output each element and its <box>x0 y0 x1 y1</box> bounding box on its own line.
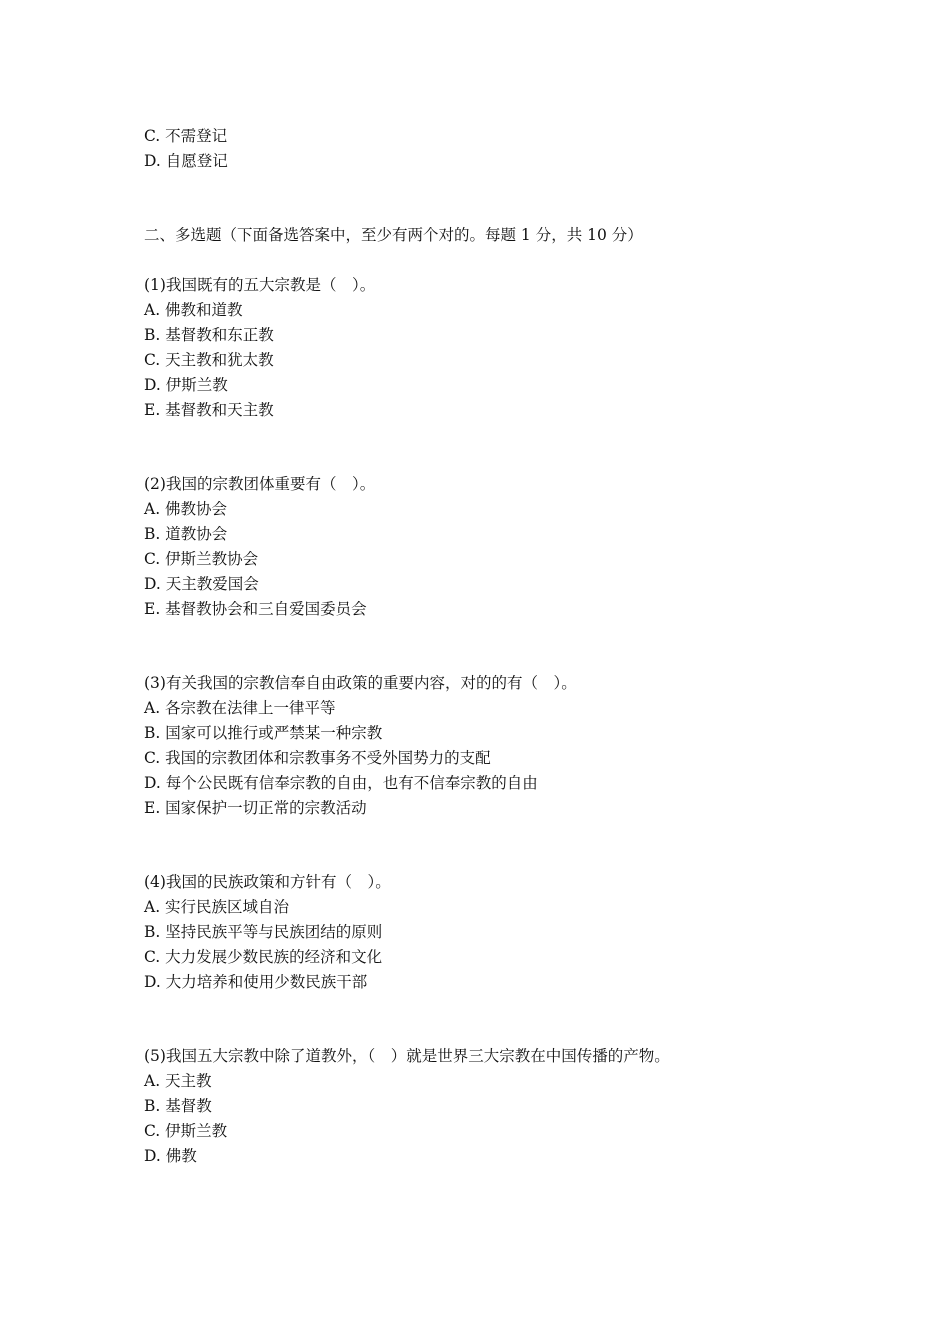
option-line: D. 每个公民既有信奉宗教的自由，也有不信奉宗教的自由 <box>144 774 538 792</box>
question-5 <box>144 1044 844 1169</box>
option-line: D. 自愿登记 <box>144 152 228 170</box>
option-line: A. 天主教 <box>144 1072 212 1090</box>
question-3 <box>144 671 844 821</box>
option-line: D. 天主教爱国会 <box>144 575 259 593</box>
option-line: E. 基督教协会和三自爱国委员会 <box>144 600 367 618</box>
option-line: B. 基督教和东正教 <box>144 326 274 344</box>
question-2 <box>144 472 844 622</box>
option-line: B. 国家可以推行或严禁某一种宗教 <box>144 724 383 742</box>
option-line: D. 伊斯兰教 <box>144 376 228 394</box>
question-stem: (3)有关我国的宗教信奉自由政策的重要内容，对的的有（ ）。 <box>144 674 577 692</box>
previous-question-options <box>144 124 844 174</box>
option-line: B. 道教协会 <box>144 525 228 543</box>
option-line: D. 大力培养和使用少数民族干部 <box>144 973 368 991</box>
question-stem: (2)我国的宗教团体重要有（ ）。 <box>144 475 376 493</box>
question-stem: (4)我国的民族政策和方针有（ ）。 <box>144 873 391 891</box>
option-line: E. 国家保护一切正常的宗教活动 <box>144 799 367 817</box>
option-line: D. 佛教 <box>144 1147 197 1165</box>
option-line: C. 大力发展少数民族的经济和文化 <box>144 948 383 966</box>
option-line: E. 基督教和天主教 <box>144 401 274 419</box>
option-line: C. 天主教和犹太教 <box>144 351 274 369</box>
question-1 <box>144 273 844 423</box>
option-line: A. 各宗教在法律上一律平等 <box>144 699 336 717</box>
option-line: C. 伊斯兰教协会 <box>144 550 259 568</box>
option-line: C. 伊斯兰教 <box>144 1122 228 1140</box>
option-line: A. 佛教和道教 <box>144 301 243 319</box>
question-stem: (1)我国既有的五大宗教是（ ）。 <box>144 276 376 294</box>
option-line: A. 佛教协会 <box>144 500 228 518</box>
option-line: B. 坚持民族平等与民族团结的原则 <box>144 923 383 941</box>
option-line: A. 实行民族区域自治 <box>144 898 290 916</box>
question-4 <box>144 870 844 995</box>
page-content <box>144 124 844 1218</box>
option-line: C. 不需登记 <box>144 127 228 145</box>
option-line: B. 基督教 <box>144 1097 212 1115</box>
question-stem: (5)我国五大宗教中除了道教外，（ ）就是世界三大宗教在中国传播的产物。 <box>144 1047 670 1065</box>
option-line: C. 我国的宗教团体和宗教事务不受外国势力的支配 <box>144 749 491 767</box>
section-title: 二、多选题（下面备选答案中，至少有两个对的。每题 1 分，共 10 分） <box>144 226 643 244</box>
